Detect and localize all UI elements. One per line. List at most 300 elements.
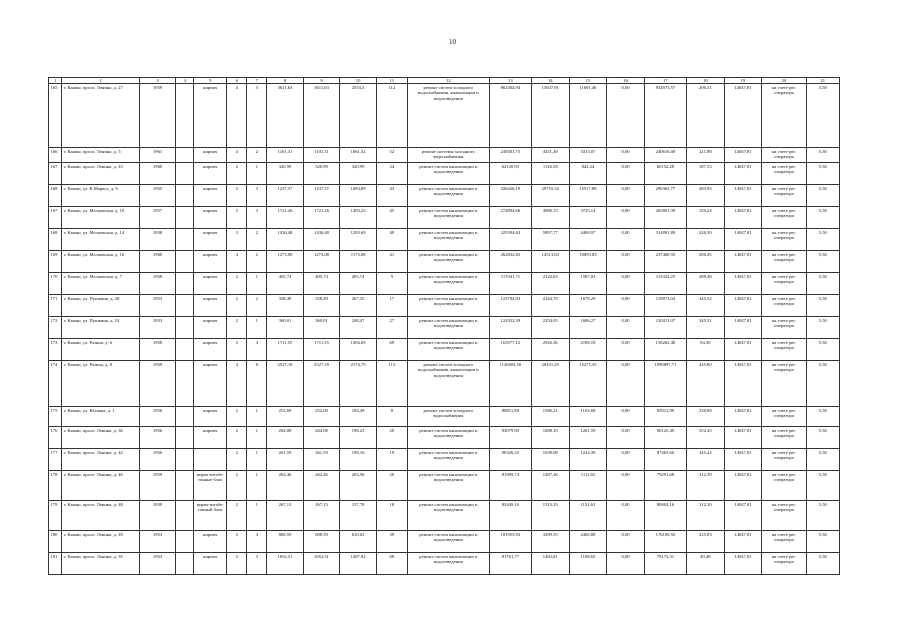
- cell-cost-fund: 1126,58: [531, 163, 569, 185]
- cell-work-type: ремонт систем канализации и водоотведения: [407, 317, 489, 339]
- header-cell-21: 21: [806, 78, 839, 84]
- cell-floors: 3: [227, 339, 247, 361]
- cell-contribution-rate: 5,50: [806, 339, 839, 361]
- cell-entrances: 1: [247, 163, 267, 185]
- cell-cost-local: 0,00: [607, 229, 645, 251]
- cell-cost-fund: 1586,21: [531, 407, 569, 427]
- cell-floors: 2: [227, 295, 247, 317]
- cell-contribution-rate: 5,50: [806, 185, 839, 207]
- header-cell-7: 7: [247, 78, 267, 84]
- cell-area-2: 1711,55: [303, 339, 340, 361]
- cell-work-type: ремонт систем канализации и водоотведения: [407, 553, 489, 575]
- cell-cost-owners: 176189,50: [644, 531, 686, 553]
- cell-limit-cost: 14047,81: [724, 531, 762, 553]
- cell-floors: 2: [227, 407, 247, 427]
- cell-total-cost: 862304,94: [489, 84, 531, 148]
- cell-work-type: ремонт систем канализации и водоотведения: [407, 449, 489, 471]
- cell-area-2: 1652,51: [303, 553, 340, 575]
- header-cell-20: 20: [762, 78, 806, 84]
- header-cell-8: 8: [267, 78, 304, 84]
- cell-floors: 3: [227, 207, 247, 229]
- cell-row-number: 175: [49, 407, 62, 427]
- cell-living-area: 405,74: [340, 273, 377, 295]
- cell-year-built: 1959: [139, 501, 176, 531]
- cell-total-area: 264,08: [267, 427, 304, 449]
- cell-total-cost: 1126604,50: [489, 361, 531, 407]
- cell-cost-owners: 87463,66: [644, 449, 686, 471]
- cell-residents: 113: [376, 361, 407, 407]
- cell-work-type: ремонт систем холодного водоснабжения: [407, 407, 489, 427]
- cell-floors: 3: [227, 553, 247, 575]
- cell-total-area: 3611,63: [267, 84, 304, 148]
- cell-cost-region: 2188,18: [569, 339, 607, 361]
- cell-total-area: 261,59: [267, 449, 304, 471]
- cell-cost-region: 4408,97: [569, 229, 607, 251]
- cell-cost-owners: 120411,07: [644, 317, 686, 339]
- cell-cost-local: 0,00: [607, 317, 645, 339]
- cell-cost-per-sqm: 345,42: [686, 449, 724, 471]
- cell-cost-owners: 1090897,71: [644, 361, 686, 407]
- cell-living-area: 267,35: [340, 295, 377, 317]
- cell-entrances: 2: [247, 251, 267, 273]
- cell-living-area: 2174,79: [340, 361, 377, 407]
- cell-limit-cost: 14047,81: [724, 163, 762, 185]
- cell-address: г. Канаш, ул. Юлиана, д. 1: [62, 407, 140, 427]
- cell-col-4: [176, 185, 194, 207]
- cell-wall-material: кирпич: [194, 207, 227, 229]
- cell-floors: 4: [227, 251, 247, 273]
- cell-total-area: 1652,51: [267, 553, 304, 575]
- cell-wall-material: кирпич: [194, 361, 227, 407]
- cell-cost-fund: 1513,35: [531, 501, 569, 531]
- cell-total-area: 1237,57: [267, 185, 304, 207]
- page-number: 10: [449, 38, 456, 46]
- cell-cost-local: 0,00: [607, 553, 645, 575]
- cell-area-2: 1273,08: [303, 251, 340, 273]
- cell-cost-owners: 240616,00: [644, 148, 686, 163]
- cell-cost-region: 1108,65: [569, 553, 607, 575]
- cell-total-area: 2527,18: [267, 361, 304, 407]
- cell-wall-material: кирпич: [194, 339, 227, 361]
- header-cell-15: 15: [569, 78, 607, 84]
- cell-total-cost: 123794,93: [489, 295, 531, 317]
- table-row: [49, 361, 840, 407]
- cell-fund-method: на счете рег. оператора: [762, 553, 806, 575]
- cell-wall-material: кирпич: [194, 295, 227, 317]
- cell-cost-fund: 29755,34: [531, 185, 569, 207]
- cell-cost-region: 1587,03: [569, 273, 607, 295]
- cell-area-2: 1101,31: [303, 148, 340, 163]
- cell-work-type: ремонт систем канализации и водоотведения: [407, 531, 489, 553]
- cell-cost-local: 0,00: [607, 148, 645, 163]
- cell-cost-region: 1131,63: [569, 501, 607, 531]
- cell-cost-fund: 1688,10: [531, 427, 569, 449]
- cell-cost-per-sqm: 187,53: [686, 163, 724, 185]
- cell-col-4: [176, 361, 194, 407]
- cell-row-number: 180: [49, 531, 62, 553]
- cell-cost-per-sqm: 345,32: [686, 295, 724, 317]
- cell-col-4: [176, 163, 194, 185]
- cell-residents: 45: [376, 207, 407, 229]
- table-row: [49, 531, 840, 553]
- table-row: [49, 449, 840, 471]
- cell-residents: 24: [376, 163, 407, 185]
- cell-wall-material: кирпич: [194, 553, 227, 575]
- cell-entrances: 1: [247, 449, 267, 471]
- cell-limit-cost: 14047,81: [724, 407, 762, 427]
- cell-contribution-rate: 5,50: [806, 163, 839, 185]
- table-row: [49, 501, 840, 531]
- cell-entrances: 3: [247, 553, 267, 575]
- cell-cost-region: 1111,82: [569, 471, 607, 501]
- cell-total-cost: 62120,93: [489, 163, 531, 185]
- cell-total-cost: 117041,71: [489, 273, 531, 295]
- cell-cost-local: 0,00: [607, 84, 645, 148]
- cell-floors: 4: [227, 148, 247, 163]
- cell-cost-region: 842,24: [569, 163, 607, 185]
- cell-total-area: 1711,55: [267, 339, 304, 361]
- cell-work-type: ремонт систем холодного водоснабжения, канализации и водоотведения: [407, 84, 489, 148]
- cell-area-2: 358,49: [303, 295, 340, 317]
- cell-living-area: 1487,92: [340, 553, 377, 575]
- cell-entrances: 2: [247, 229, 267, 251]
- cell-cost-region: 2466,88: [569, 531, 607, 553]
- header-cell-10: 10: [340, 78, 377, 84]
- cell-cost-region: 3725,14: [569, 207, 607, 229]
- cell-col-4: [176, 501, 194, 531]
- header-cell-19: 19: [724, 78, 762, 84]
- cell-cost-owners: 290362,77: [644, 185, 686, 207]
- cell-col-4: [176, 148, 194, 163]
- cell-entrances: 1: [247, 471, 267, 501]
- cell-col-4: [176, 207, 194, 229]
- cell-area-2: 1721,26: [303, 207, 340, 229]
- cell-area-2: 264,08: [303, 427, 340, 449]
- cell-col-4: [176, 273, 194, 295]
- cell-residents: 20: [376, 427, 407, 449]
- cell-contribution-rate: 5,50: [806, 553, 839, 575]
- cell-cost-fund: 1482,81: [531, 553, 569, 575]
- cell-cost-owners: 79291,68: [644, 471, 686, 501]
- cell-cost-owners: 80804,16: [644, 501, 686, 531]
- cell-entrances: 3: [247, 531, 267, 553]
- header-cell-17: 17: [644, 78, 686, 84]
- header-cell-11: 11: [376, 78, 407, 84]
- cell-cost-owners: 85913,99: [644, 407, 686, 427]
- cell-year-built: 1956: [139, 407, 176, 427]
- cell-work-type: ремонт систем канализации и водоотведения: [407, 207, 489, 229]
- cell-cost-per-sqm: 221,88: [686, 148, 724, 163]
- cell-total-area: 267,13: [267, 501, 304, 531]
- cell-cost-region: 3313,07: [569, 148, 607, 163]
- cell-year-built: 1956: [139, 449, 176, 471]
- cell-cost-region: 11691,46: [569, 84, 607, 148]
- cell-floors: 4: [227, 84, 247, 148]
- cell-total-cost: 81909,74: [489, 471, 531, 501]
- cell-total-cost: 325394,63: [489, 229, 531, 251]
- cell-contribution-rate: 5,50: [806, 427, 839, 449]
- cell-col-4: [176, 407, 194, 427]
- cell-cost-fund: 2926,36: [531, 339, 569, 361]
- cell-address: г. Канаш, просп. Ленина, д. 27: [62, 84, 140, 148]
- cell-col-4: [176, 251, 194, 273]
- cell-row-number: 168: [49, 185, 62, 207]
- cell-living-area: 1293,69: [340, 229, 377, 251]
- cell-living-area: 320,99: [340, 163, 377, 185]
- cell-total-cost: 262832,82: [489, 251, 531, 273]
- cell-year-built: 1955: [139, 185, 176, 207]
- cell-wall-material: кирпич: [194, 163, 227, 185]
- cell-fund-method: на счете рег. оператора: [762, 163, 806, 185]
- cell-residents: 27: [376, 317, 407, 339]
- cell-cost-region: 1686,27: [569, 317, 607, 339]
- cell-entrances: 3: [247, 339, 267, 361]
- cell-floors: 2: [227, 471, 247, 501]
- cell-address: г. Канаш, просп. Ленина, д. 48: [62, 501, 140, 531]
- cell-wall-material: кирпич: [194, 229, 227, 251]
- cell-row-number: 172: [49, 317, 62, 339]
- table-row: [49, 148, 840, 163]
- cell-floors: 3: [227, 229, 247, 251]
- cell-col-4: [176, 553, 194, 575]
- cell-year-built: 1960: [139, 163, 176, 185]
- cell-entrances: 3: [247, 207, 267, 229]
- cell-wall-material: кирпич: [194, 317, 227, 339]
- cell-area-2: 1237,57: [303, 185, 340, 207]
- cell-cost-local: 0,00: [607, 251, 645, 273]
- cell-wall-material: кирпич: [194, 273, 227, 295]
- header-cell-9: 9: [303, 78, 340, 84]
- cell-address: г. Канаш, ул. Пушкина, д. 28: [62, 295, 140, 317]
- cell-work-type: ремонт систем канализации и водоотведения: [407, 185, 489, 207]
- cell-work-type: ремонт систем холодного водоснабжения, канализации и водоотведения: [407, 361, 489, 407]
- cell-cost-per-sqm: 445,80: [686, 361, 724, 407]
- cell-total-cost: 326426,19: [489, 185, 531, 207]
- cell-floors: 3: [227, 531, 247, 553]
- cell-cost-local: 0,00: [607, 295, 645, 317]
- cell-total-area: 360,01: [267, 317, 304, 339]
- cell-entrances: 1: [247, 407, 267, 427]
- cell-cost-fund: 4431,48: [531, 148, 569, 163]
- cell-residents: 20: [376, 471, 407, 501]
- cell-area-2: 3611,63: [303, 84, 340, 148]
- cell-cost-local: 0,00: [607, 361, 645, 407]
- table-row: [49, 273, 840, 295]
- cell-entrances: 1: [247, 317, 267, 339]
- cell-wall-material: керам-зитобе-тонные блок: [194, 471, 227, 501]
- cell-fund-method: на счете рег. оператора: [762, 273, 806, 295]
- cell-col-4: [176, 427, 194, 449]
- cell-limit-cost: 14047,81: [724, 317, 762, 339]
- cell-row-number: 174: [49, 361, 62, 407]
- cell-limit-cost: 14047,81: [724, 207, 762, 229]
- cell-fund-method: на счете рег. оператора: [762, 84, 806, 148]
- cell-cost-fund: 2244,70: [531, 295, 569, 317]
- cell-row-number: 165: [49, 84, 62, 148]
- cell-cost-per-sqm: 345,51: [686, 317, 724, 339]
- cell-total-area: 358,49: [267, 295, 304, 317]
- cell-cost-per-sqm: 338,89: [686, 407, 724, 427]
- table-row: [49, 339, 840, 361]
- cell-cost-fund: 14513,04: [531, 251, 569, 273]
- cell-total-area: 1273,08: [267, 251, 304, 273]
- cell-area-2: 262,46: [303, 471, 340, 501]
- cell-col-4: [176, 317, 194, 339]
- cell-total-area: 320,99: [267, 163, 304, 185]
- cell-row-number: 181: [49, 553, 62, 575]
- cell-contribution-rate: 5,50: [806, 229, 839, 251]
- cell-address: г. Канаш, ул. Московская, д. 10: [62, 207, 140, 229]
- cell-year-built: 1960: [139, 251, 176, 273]
- table-row: [49, 251, 840, 273]
- cell-total-area: 405,74: [267, 273, 304, 295]
- cell-cost-local: 0,00: [607, 273, 645, 295]
- cell-row-number: 168: [49, 229, 62, 251]
- cell-limit-cost: 14047,81: [724, 251, 762, 273]
- cell-floors: 2: [227, 427, 247, 449]
- cell-residents: 49: [376, 229, 407, 251]
- cell-fund-method: на счете рег. оператора: [762, 148, 806, 163]
- cell-wall-material: кирпич: [194, 148, 227, 163]
- cell-fund-method: на счете рег. оператора: [762, 361, 806, 407]
- cell-year-built: 1958: [139, 339, 176, 361]
- cell-contribution-rate: 5,50: [806, 471, 839, 501]
- cell-address: г. Канаш, ул. Московская, д. 7: [62, 273, 140, 295]
- cell-entrances: 3: [247, 84, 267, 148]
- cell-limit-cost: 14047,81: [724, 427, 762, 449]
- cell-limit-cost: 14047,81: [724, 185, 762, 207]
- cell-limit-cost: 14047,81: [724, 339, 762, 361]
- cell-entrances: 3: [247, 185, 267, 207]
- cell-year-built: 1956: [139, 427, 176, 449]
- cell-row-number: 169: [49, 251, 62, 273]
- cell-work-type: ремонт систем канализации и водоотведения: [407, 273, 489, 295]
- cell-entrances: 2: [247, 295, 267, 317]
- cell-area-2: 261,59: [303, 449, 340, 471]
- cell-fund-method: на счете рег. оператора: [762, 531, 806, 553]
- cell-total-cost: 90326,33: [489, 449, 531, 471]
- cell-year-built: 1953: [139, 317, 176, 339]
- cell-cost-region: 1163,68: [569, 407, 607, 427]
- cell-area-2: 808,59: [303, 531, 340, 553]
- header-cell-14: 14: [531, 78, 569, 84]
- cell-work-type: ремонт систем канализации и водоотведения: [407, 251, 489, 273]
- cell-year-built: 1958: [139, 273, 176, 295]
- cell-col-4: [176, 531, 194, 553]
- cell-residents: 19: [376, 449, 407, 471]
- table-row: [49, 163, 840, 185]
- table-row: [49, 317, 840, 339]
- cell-row-number: 166: [49, 148, 62, 163]
- table-row: [49, 229, 840, 251]
- cell-living-area: 203,56: [340, 471, 377, 501]
- cell-residents: 112: [376, 84, 407, 148]
- header-cell-16: 16: [607, 78, 645, 84]
- cell-living-area: 184,49: [340, 407, 377, 427]
- cell-contribution-rate: 5,50: [806, 251, 839, 273]
- cell-year-built: 1953: [139, 295, 176, 317]
- cell-cost-per-sqm: 206,31: [686, 84, 724, 148]
- cell-wall-material: кирпич: [194, 531, 227, 553]
- cell-total-area: 1101,31: [267, 148, 304, 163]
- cell-col-4: [176, 229, 194, 251]
- cell-floors: 2: [227, 317, 247, 339]
- cell-total-cost: 274894,66: [489, 207, 531, 229]
- cell-work-type: ремонт систем канализации и водоотведения: [407, 339, 489, 361]
- cell-cost-local: 0,00: [607, 531, 645, 553]
- cell-entrances: 1: [247, 427, 267, 449]
- cell-col-4: [176, 84, 194, 148]
- cell-cost-owners: 834975,57: [644, 84, 686, 148]
- cell-residents: 41: [376, 251, 407, 273]
- cell-cost-local: 0,00: [607, 163, 645, 185]
- cell-cost-per-sqm: 49,48: [686, 553, 724, 575]
- cell-work-type: ремонт системы холодного водоснабжения: [407, 148, 489, 163]
- register-table: [48, 77, 840, 575]
- cell-cost-per-sqm: 283,93: [686, 185, 724, 207]
- cell-cost-local: 0,00: [607, 501, 645, 531]
- cell-total-cost: 248301,75: [489, 148, 531, 163]
- cell-work-type: ремонт систем канализации и водоотведения: [407, 427, 489, 449]
- cell-living-area: 610,02: [340, 531, 377, 553]
- cell-col-4: [176, 471, 194, 501]
- cell-wall-material: кирпич: [194, 84, 227, 148]
- cell-row-number: 167: [49, 207, 62, 229]
- cell-row-number: 179: [49, 501, 62, 531]
- cell-entrances: 1: [247, 501, 267, 531]
- table-row: [49, 553, 840, 575]
- cell-total-cost: 124352,39: [489, 317, 531, 339]
- cell-address: г. Канаш, просп. Ленина, д. 42: [62, 449, 140, 471]
- table-row: [49, 185, 840, 207]
- header-cell-1: 1: [49, 78, 62, 84]
- cell-cost-local: 0,00: [607, 471, 645, 501]
- cell-area-2: 267,13: [303, 501, 340, 531]
- header-cell-12: 12: [407, 78, 489, 84]
- cell-row-number: 171: [49, 295, 62, 317]
- cell-living-area: 1173,08: [340, 251, 377, 273]
- cell-cost-fund: 20431,29: [531, 361, 569, 407]
- cell-cost-local: 0,00: [607, 407, 645, 427]
- cell-residents: 52: [376, 148, 407, 163]
- cell-total-cost: 93079,90: [489, 427, 531, 449]
- cell-year-built: 1957: [139, 207, 176, 229]
- cell-entrances: 1: [247, 273, 267, 295]
- cell-row-number: 167: [49, 163, 62, 185]
- cell-address: г. Канаш, просп. Ленина, д. 46: [62, 471, 140, 501]
- cell-cost-per-sqm: 94,30: [686, 339, 724, 361]
- cell-cost-per-sqm: 352,45: [686, 427, 724, 449]
- cell-floors: 3: [227, 185, 247, 207]
- cell-address: г. Канаш, ул. Разина, д. 8: [62, 361, 140, 407]
- cell-fund-method: на счете рег. оператора: [762, 229, 806, 251]
- cell-total-cost: 83449,16: [489, 501, 531, 531]
- cell-cost-owners: 113332,25: [644, 273, 686, 295]
- cell-address: г. Канаш, ул. Московская, д. 14: [62, 229, 140, 251]
- table-row: [49, 407, 840, 427]
- cell-cost-owners: 237468,95: [644, 251, 686, 273]
- cell-residents: 18: [376, 501, 407, 531]
- cell-residents: 17: [376, 295, 407, 317]
- cell-year-built: 1959: [139, 361, 176, 407]
- cell-col-4: [176, 339, 194, 361]
- cell-cost-fund: 1487,26: [531, 471, 569, 501]
- header-cell-13: 13: [489, 78, 531, 84]
- cell-living-area: 1494,69: [340, 339, 377, 361]
- cell-col-4: [176, 295, 194, 317]
- cell-entrances: 8: [247, 361, 267, 407]
- cell-fund-method: на счете рег. оператора: [762, 427, 806, 449]
